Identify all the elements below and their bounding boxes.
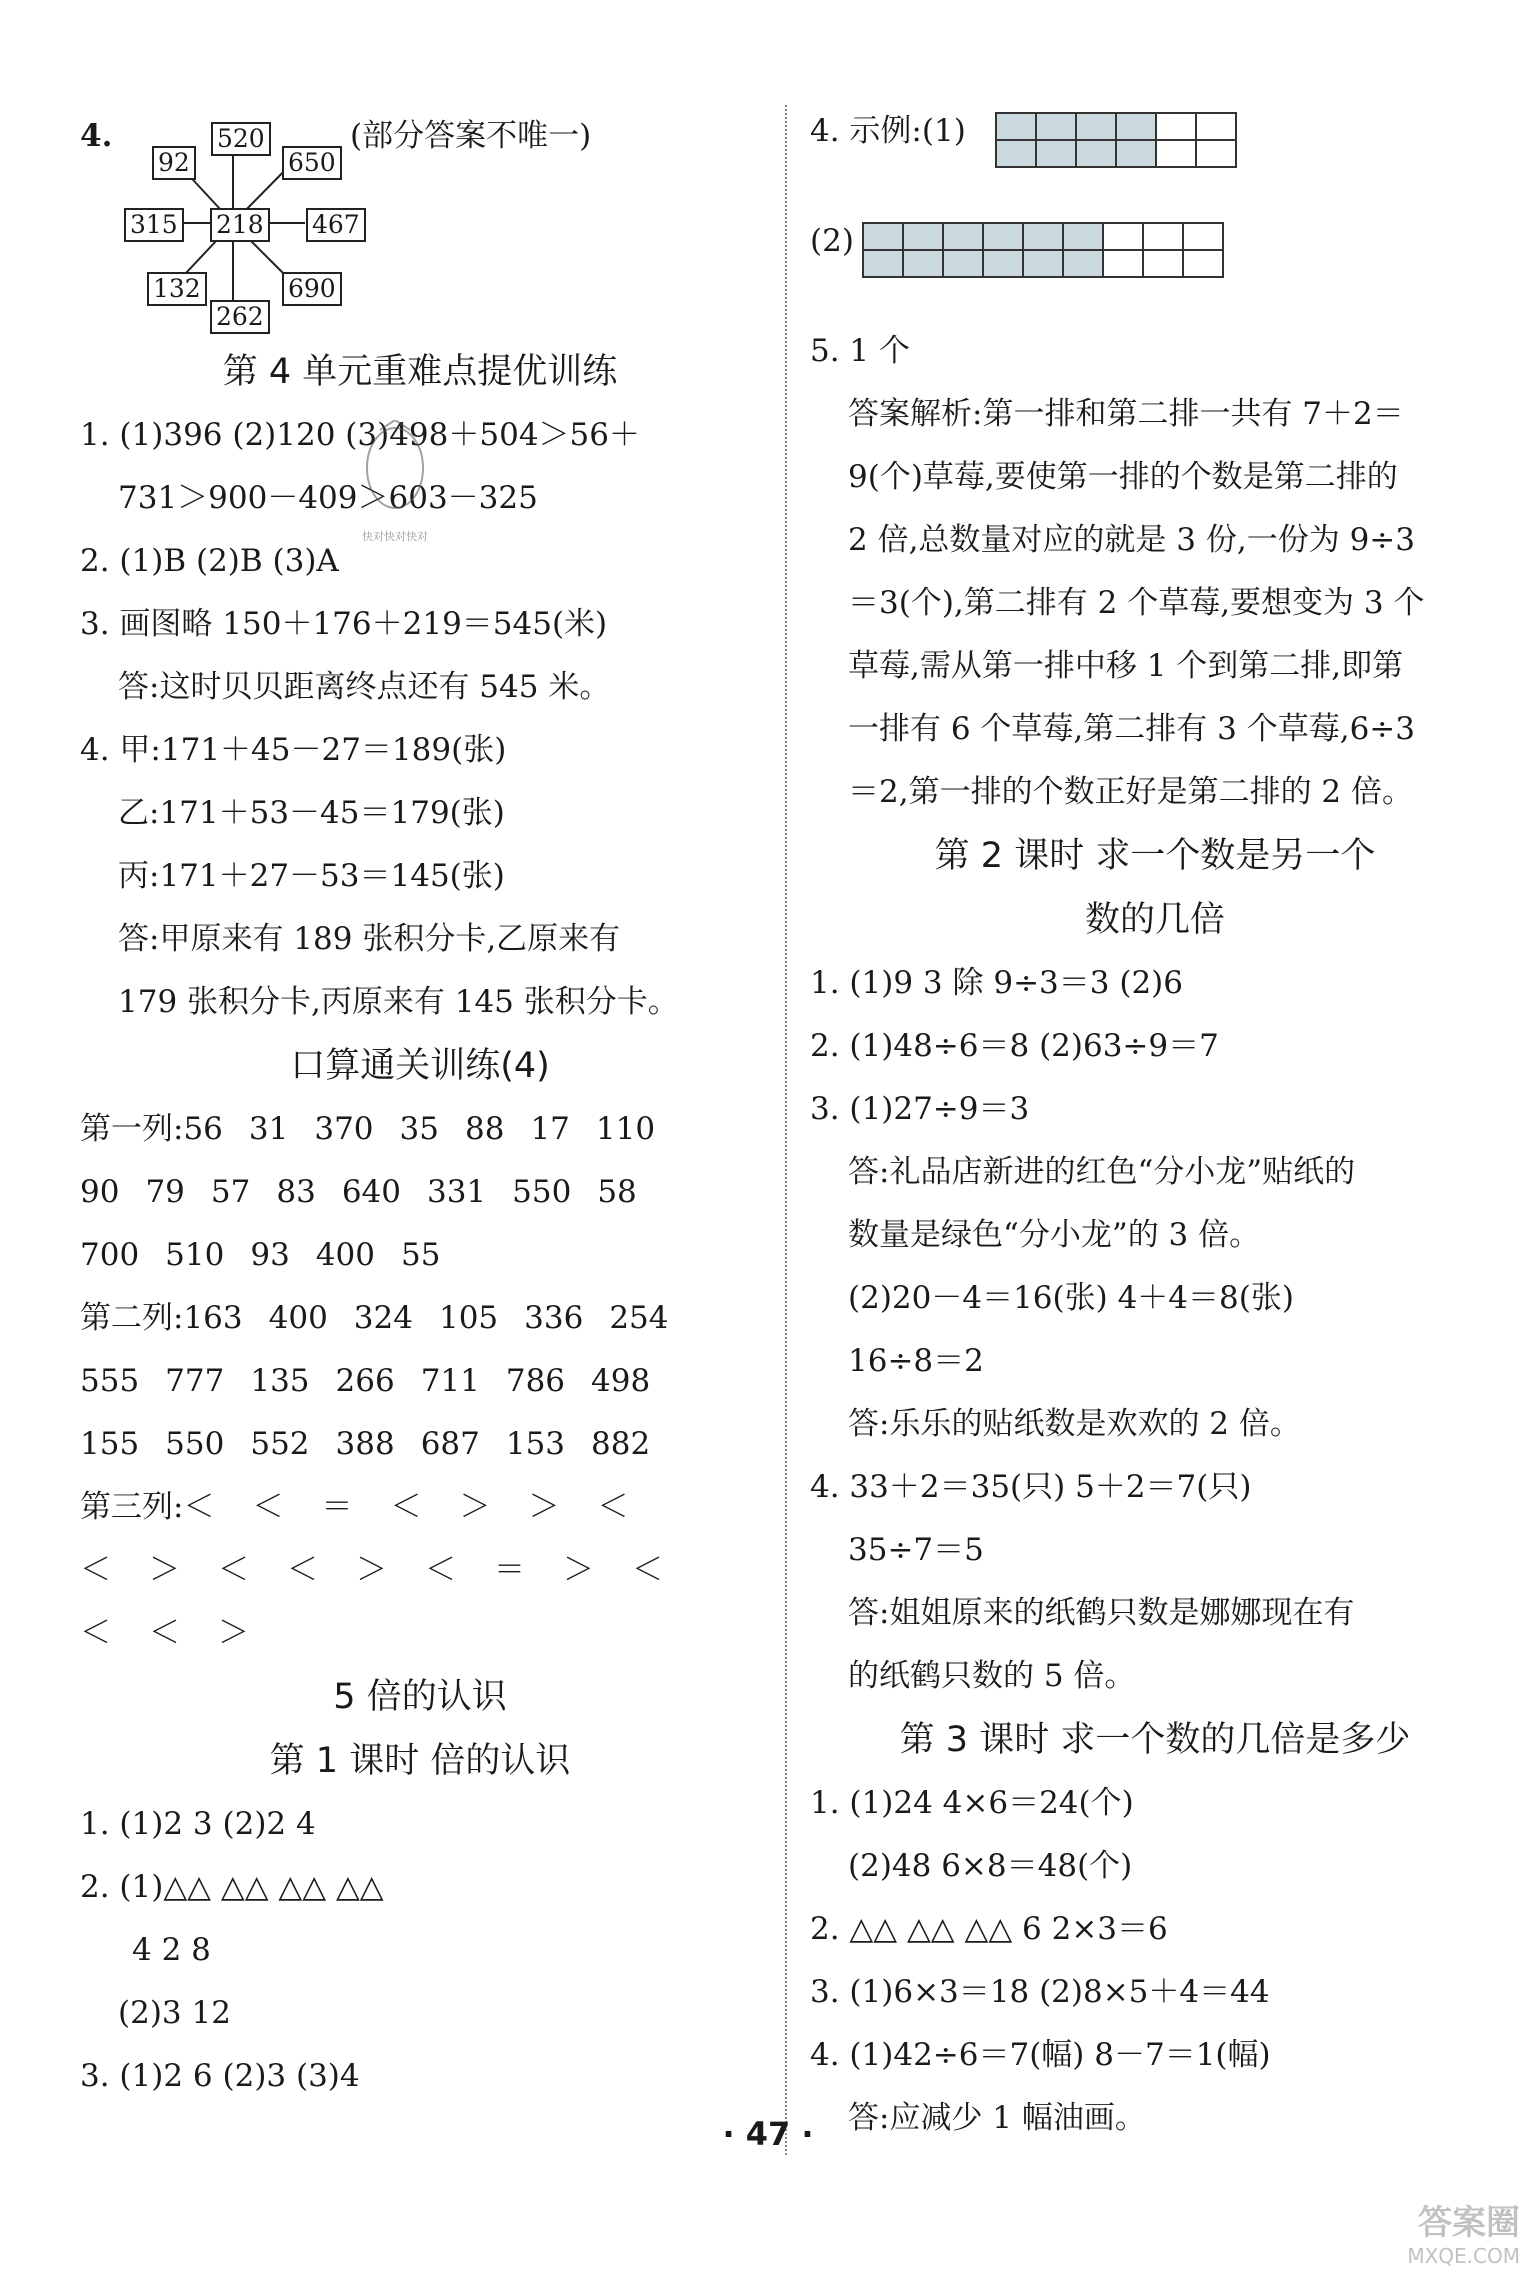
answer-line: 3. 画图略 150＋176＋219＝545(米) — [80, 606, 608, 642]
oral-row — [80, 1161, 760, 1224]
answer-line: 答案解析:第一排和第二排一共有 7＋2＝ — [848, 396, 1404, 432]
section-title: 第 4 单元重难点提优训练 — [222, 352, 618, 392]
value: ＜ — [597, 1489, 629, 1525]
site-logo — [1340, 2195, 1520, 2268]
value: 79 — [145, 1174, 185, 1210]
value: 105 — [438, 1300, 499, 1336]
value: 550 — [165, 1426, 225, 1462]
chapter-title: 5 倍的认识 — [333, 1677, 507, 1717]
answer-line: 9(个)草莓,要使第一排的个数是第二排的 — [848, 459, 1398, 495]
answer-line: 答:姐姐原来的纸鹤只数是娜娜现在有 — [848, 1595, 1355, 1631]
answer-line: (2)3 12 — [118, 1995, 231, 2031]
answer-line: 1. (1)396 (2)120 (3)498＋504＞56＋ — [80, 417, 640, 453]
answer-line: ＝3(个),第二排有 2 个草莓,要想变为 3 个 — [848, 585, 1425, 621]
left-column — [80, 100, 760, 2108]
answer-line: (2)20－4＝16(张) 4＋4＝8(张) — [848, 1280, 1294, 1316]
answer-line: 4 2 8 — [132, 1932, 211, 1968]
value: ＞ — [459, 1489, 491, 1525]
example-label: (2) — [810, 223, 854, 259]
value: ＜ — [632, 1552, 663, 1588]
value: 550 — [512, 1174, 572, 1210]
value: 687 — [420, 1426, 480, 1462]
oral-row — [80, 1539, 760, 1602]
value: 35 — [399, 1111, 439, 1147]
section-title: 口算通关训练(4) — [290, 1046, 550, 1086]
answer-line: (2)48 6×8＝48(个) — [848, 1848, 1133, 1884]
diagram-box: 467 — [306, 208, 366, 242]
shaded-grid — [995, 112, 1237, 168]
value: 17 — [530, 1111, 570, 1147]
value: 324 — [353, 1300, 413, 1336]
value: 400 — [268, 1300, 328, 1336]
value: ＜ — [183, 1489, 215, 1525]
value: ＜ — [218, 1552, 249, 1588]
value: ＞ — [528, 1489, 560, 1525]
value: ＜ — [287, 1552, 318, 1588]
page-number: · 47 · — [722, 2115, 814, 2153]
lesson-title: 第 2 课时 求一个数是另一个 — [934, 836, 1376, 876]
row-label: 第一列: — [80, 1111, 184, 1147]
answer-line: 4. (1)42÷6＝7(幅) 8－7＝1(幅) — [810, 2037, 1271, 2073]
lesson-title: 第 1 课时 倍的认识 — [269, 1741, 571, 1781]
logo-text: 答案圈 — [1418, 2203, 1520, 2243]
grid-example-1 — [810, 100, 1500, 200]
answer-line: 答:应减少 1 幅油画。 — [848, 2100, 1146, 2136]
answer-line: 179 张积分卡,丙原来有 145 张积分卡。 — [118, 984, 679, 1020]
question-number: 4. — [80, 118, 113, 154]
value: ＝ — [494, 1552, 525, 1588]
answer-line: 1. (1)9 3 除 9÷3＝3 (2)6 — [810, 965, 1183, 1001]
logo-url: MXQE.COM — [1407, 2244, 1520, 2268]
answer-line: 答:乐乐的贴纸数是欢欢的 2 倍。 — [848, 1406, 1301, 1442]
shaded-grid — [862, 222, 1224, 278]
diagram-center: 218 — [210, 208, 270, 242]
answer-line: 2 倍,总数量对应的就是 3 份,一份为 9÷3 — [848, 522, 1415, 558]
answer-line: 3. (1)27÷9＝3 — [810, 1091, 1030, 1127]
value: 83 — [276, 1174, 316, 1210]
answer-line: 5. 1 个 — [810, 333, 911, 369]
diagram-box: 132 — [147, 272, 207, 306]
value: 93 — [250, 1237, 290, 1273]
answer-line: 3. (1)2 6 (2)3 (3)4 — [80, 2058, 360, 2094]
row-label: 第三列: — [80, 1489, 184, 1525]
column-divider — [785, 105, 787, 2155]
diagram-box: 520 — [211, 122, 271, 156]
value: 336 — [524, 1300, 584, 1336]
value: 56 — [183, 1111, 223, 1147]
value: 400 — [315, 1237, 375, 1273]
answer-line: 答:礼品店新进的红色“分小龙”贴纸的 — [848, 1154, 1356, 1190]
value: 552 — [250, 1426, 310, 1462]
value: 388 — [335, 1426, 395, 1462]
answer-line: 2. (1)△△ △△ △△ △△ — [80, 1869, 384, 1905]
value: 55 — [400, 1237, 441, 1273]
oral-row — [80, 1476, 760, 1539]
answer-line: 的纸鹤只数的 5 倍。 — [848, 1658, 1136, 1694]
oral-row — [80, 1350, 760, 1413]
value: 254 — [609, 1300, 669, 1336]
right-column — [810, 100, 1500, 2150]
number-diagram — [80, 100, 760, 340]
answer-line: ＝2,第一排的个数正好是第二排的 2 倍。 — [848, 774, 1414, 810]
watermark-logo — [350, 420, 440, 554]
answer-line: 4. 33＋2＝35(只) 5＋2＝7(只) — [810, 1469, 1252, 1505]
value: 153 — [505, 1426, 566, 1462]
value: 163 — [183, 1300, 243, 1336]
answer-line: 答:甲原来有 189 张积分卡,乙原来有 — [118, 921, 621, 957]
answer-line: 35÷7＝5 — [848, 1532, 984, 1568]
row-label: 第二列: — [80, 1300, 184, 1336]
oral-row — [80, 1098, 760, 1161]
value: ＞ — [218, 1615, 249, 1651]
value: 370 — [314, 1111, 374, 1147]
value: ＜ — [425, 1552, 456, 1588]
value: 31 — [248, 1111, 289, 1147]
value: ＞ — [356, 1552, 387, 1588]
lesson-title: 第 3 课时 求一个数的几倍是多少 — [899, 1720, 1411, 1760]
value: 777 — [165, 1363, 225, 1399]
answer-line: 草莓,需从第一排中移 1 个到第二排,即第 — [848, 648, 1404, 684]
value: 555 — [80, 1363, 140, 1399]
value: ＜ — [80, 1552, 111, 1588]
oral-row — [80, 1287, 760, 1350]
value: 498 — [591, 1363, 651, 1399]
diagram-box: 315 — [124, 208, 184, 242]
oral-row — [80, 1602, 760, 1665]
diagram-box: 92 — [152, 146, 196, 180]
value: 58 — [597, 1174, 637, 1210]
value: 266 — [335, 1363, 395, 1399]
value: ＝ — [321, 1489, 353, 1525]
value: 510 — [165, 1237, 225, 1273]
answer-line: 一排有 6 个草莓,第二排有 3 个草莓,6÷3 — [848, 711, 1415, 747]
answer-line: 2. (1)B (2)B (3)A — [80, 543, 339, 579]
answer-line: 2. (1)48÷6＝8 (2)63÷9＝7 — [810, 1028, 1219, 1064]
value: 135 — [250, 1363, 310, 1399]
lesson-title: 数的几倍 — [1084, 900, 1225, 940]
answer-line: 1. (1)24 4×6＝24(个) — [810, 1785, 1134, 1821]
watermark-text: 快对快对快对 — [362, 530, 428, 543]
value: 331 — [426, 1174, 487, 1210]
oral-row — [80, 1413, 760, 1476]
value: ＜ — [80, 1615, 111, 1651]
diagram-note: (部分答案不唯一) — [350, 118, 592, 154]
answer-line: 数量是绿色“分小龙”的 3 倍。 — [848, 1217, 1261, 1253]
value: ＞ — [563, 1552, 594, 1588]
answer-line: 丙:171＋27－53＝145(张) — [118, 858, 505, 894]
value: 155 — [80, 1426, 140, 1462]
example-label: 4. 示例:(1) — [810, 113, 966, 149]
value: 786 — [505, 1363, 566, 1399]
value: 57 — [210, 1174, 251, 1210]
answer-line: 2. △△ △△ △△ 6 2×3＝6 — [810, 1911, 1168, 1947]
value: ＜ — [390, 1489, 422, 1525]
value: 711 — [420, 1363, 480, 1399]
grid-example-2 — [810, 200, 1500, 320]
answer-line: 1. (1)2 3 (2)2 4 — [80, 1806, 316, 1842]
answer-line: 3. (1)6×3＝18 (2)8×5＋4＝44 — [810, 1974, 1270, 2010]
answer-line: 731＞900－409＞603－325 — [118, 480, 538, 516]
answer-line: 16÷8＝2 — [848, 1343, 984, 1379]
value: 90 — [80, 1174, 120, 1210]
value: ＜ — [149, 1615, 180, 1651]
diagram-box: 690 — [282, 272, 342, 306]
answer-line: 答:这时贝贝距离终点还有 545 米。 — [118, 669, 611, 705]
value: ＞ — [149, 1552, 180, 1588]
answer-line: 乙:171＋53－45＝179(张) — [118, 795, 505, 831]
value: 88 — [464, 1111, 505, 1147]
value: 110 — [595, 1111, 656, 1147]
value: ＜ — [252, 1489, 284, 1525]
value: 640 — [341, 1174, 401, 1210]
answer-line: 4. 甲:171＋45－27＝189(张) — [80, 732, 507, 768]
diagram-box: 650 — [282, 146, 342, 180]
value: 700 — [80, 1237, 140, 1273]
oral-row — [80, 1224, 760, 1287]
value: 882 — [591, 1426, 651, 1462]
diagram-box: 262 — [210, 300, 270, 334]
